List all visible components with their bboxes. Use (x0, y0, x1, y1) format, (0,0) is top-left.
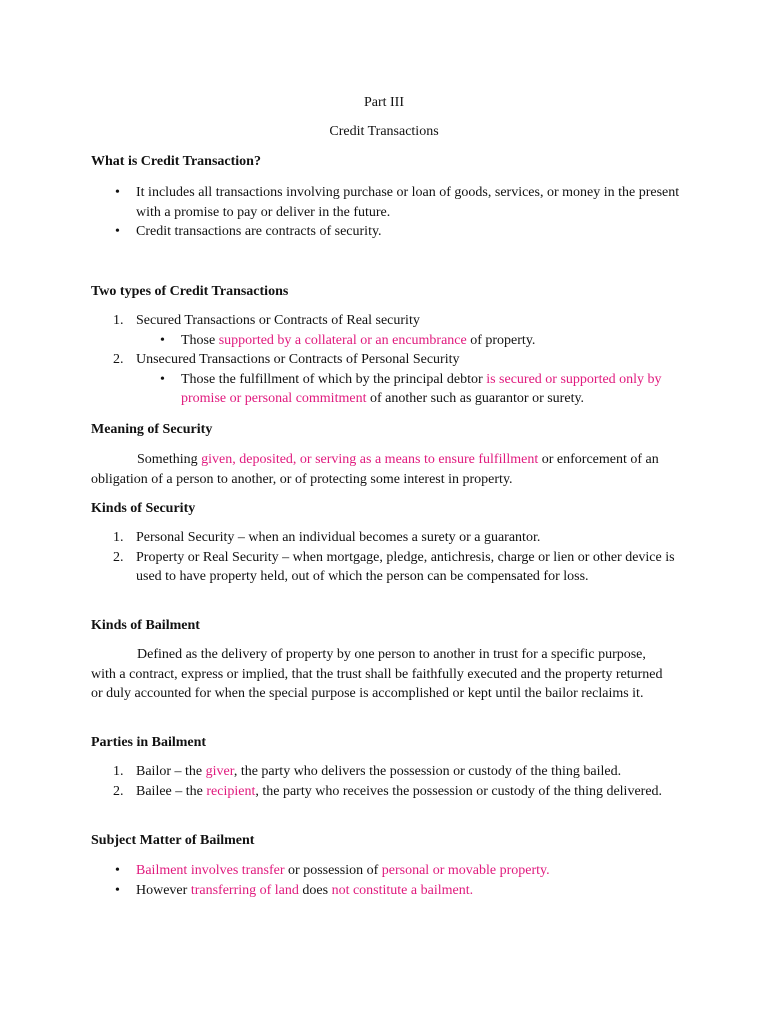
part-label: Part III (363, 95, 405, 110)
heading-what-is-credit-transaction: What is Credit Transaction? (91, 154, 261, 169)
heading-kinds-of-security: Kinds of Security (91, 501, 196, 516)
list-item: 2. Unsecured Transactions or Contracts of Personal Security (113, 352, 460, 367)
bullet-icon: • (160, 332, 165, 348)
bullet-icon: • (115, 863, 120, 878)
list-item: • Those the fulfillment of which by the principal debtor is secured or supported only by promise or personal commitment of another such as guarantor or surety. (160, 371, 662, 406)
list-item: • Credit transactions are contracts of security. (91, 222, 681, 242)
heading-two-types: Two types of Credit Transactions (91, 284, 289, 299)
what-bullet-list (91, 183, 681, 242)
meaning-paragraph: Something given, deposited, or serving as a means to ensure fulfillment or enforcement of an obligation of a person to another, or of protecting some interest in property. (91, 452, 659, 487)
list-item: • Those supported by a collateral or an encumbrance of property. (91, 331, 681, 351)
highlighted-text: Bailment involves transfer (136, 863, 285, 878)
highlighted-text: given, deposited, or serving as a means to ensure fulfillment (201, 452, 539, 467)
heading-parties-in-bailment: Parties in Bailment (91, 735, 207, 750)
list-item: 1. Personal Security – when an individual becomes a surety or a guarantor. (113, 530, 541, 545)
highlighted-text: is secured or supported only by promise or personal commitment (181, 371, 662, 406)
parties-list (91, 762, 681, 801)
kinds-security-list (91, 528, 681, 587)
list-item: 1. Bailor – the giver, the party who delivers the possession or custody of the thing bailed. (113, 764, 622, 779)
heading-kinds-of-bailment: Kinds of Bailment (91, 618, 200, 633)
highlighted-text: giver (205, 764, 234, 779)
highlighted-text: supported by a collateral or an encumbrance (218, 332, 467, 348)
subject-bullet-list (91, 861, 681, 900)
list-item: 2. Property or Real Security – when mortgage, pledge, antichresis, charge or lien or other device is used to have property held, out of which the person can be compensated for loss. (113, 549, 675, 584)
page-title: Credit Transactions (329, 124, 439, 139)
bailment-definition-paragraph: Defined as the delivery of property by one person to another in trust for a specific purpose, with a contract, express or implied, that the trust shall be faithfully executed and the property returned or duly accounted for when the special purpose is accomplished or kept until the bailor reclaims it. (91, 647, 663, 701)
list-item: 1. Secured Transactions or Contracts of Real security (113, 313, 420, 328)
highlighted-text: not constitute a bailment (331, 882, 470, 898)
bullet-icon: • (160, 371, 165, 387)
highlighted-text: transferring of land (190, 882, 299, 898)
types-list (91, 311, 681, 409)
highlighted-text: personal or movable property (381, 863, 547, 878)
highlighted-text: recipient (206, 783, 256, 799)
heading-subject-matter: Subject Matter of Bailment (91, 833, 255, 848)
bullet-icon: • (115, 224, 120, 239)
bullet-icon: • (115, 882, 120, 898)
list-item: 2. Bailee – the recipient, the party who receives the possession or custody of the thing delivered. (113, 783, 663, 799)
list-item: • However transferring of land does not constitute a bailment. (91, 881, 681, 901)
list-item: • It includes all transactions involving purchase or loan of goods, services, or money in the present with a promise to pay or deliver in the future. (115, 185, 680, 220)
bullet-icon: • (115, 185, 120, 200)
list-item: • Bailment involves transfer or possession of personal or movable property. (91, 861, 681, 881)
heading-meaning-of-security: Meaning of Security (91, 422, 213, 437)
